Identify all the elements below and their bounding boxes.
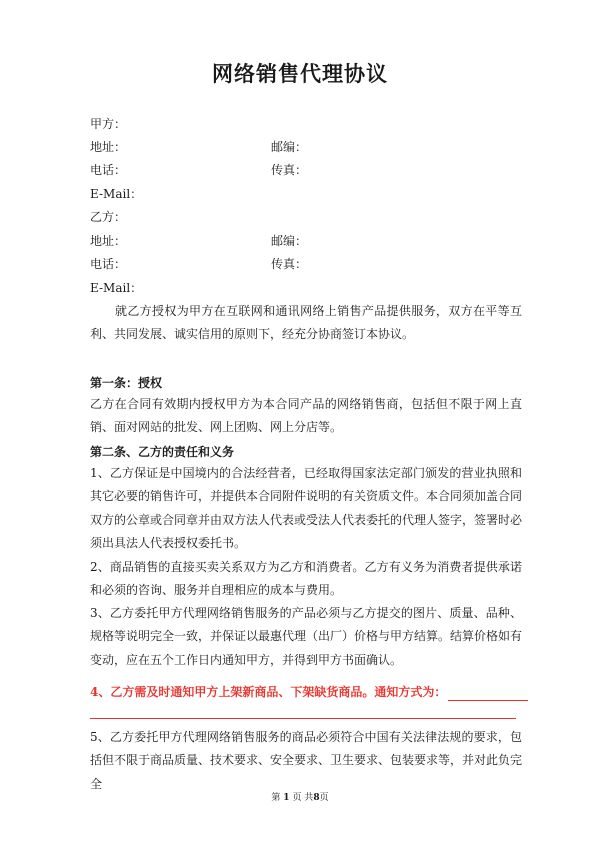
party-a-fax: 传真： xyxy=(271,163,308,177)
footer-prefix: 第 xyxy=(271,793,281,803)
article-1-text: 乙方在合同有效期内授权甲方为本合同产品的网络销售商，包括但不限于网上直销、面对网站的批发、网上团购、网上分店等。 xyxy=(90,397,522,435)
party-b-label: 乙方： xyxy=(90,210,127,224)
footer-total-pages: 8 xyxy=(313,793,320,803)
article-1-heading: 第一条：授权 xyxy=(90,376,163,390)
notice-method-blank-line xyxy=(448,700,528,701)
footer-page-number: 1 xyxy=(283,793,290,803)
party-b-postcode: 邮编： xyxy=(271,234,308,248)
party-b-phone: 电话： xyxy=(90,257,127,271)
party-b-address: 地址： xyxy=(90,234,127,248)
article-2-item-1: 1、乙方保证是中国境内的合法经营者，已经取得国家法定部门颁发的营业执照和其它必要的销售许可，并提供本合同附件说明的有关资质文件。本合同须加盖合同双方的公章或合同章并由双方法人代表或受法人代表委托的代理人签字，签署时必须出具法人代表授权委托书。 xyxy=(90,466,523,550)
party-a-phone: 电话： xyxy=(90,163,127,177)
article-2-item-3: 3、乙方委托甲方代理网络销售服务的产品必须与乙方提交的图片、质量、品种、规格等说明完全一致，并保证以最惠代理（出厂）价格与甲方结算。结算价格如有变动，应在五个工作日内通知甲方，并得到甲方书面确认。 xyxy=(90,606,523,667)
footer-suffix: 页 xyxy=(319,793,329,803)
document-title: 网络销售代理协议 xyxy=(212,62,388,86)
party-b-fax: 传真： xyxy=(271,257,308,271)
party-a-postcode: 邮编： xyxy=(271,140,308,154)
party-a-email: E-Mail： xyxy=(90,187,143,201)
footer-mid: 页 共 xyxy=(292,793,314,803)
party-a-address: 地址： xyxy=(90,140,127,154)
article-2-item-5: 5、乙方委托甲方代理网络销售服务的商品必须符合中国有关法律法规的要求，包括但不限于商品质量、技术要求、安全要求、卫生要求、包装要求等，并对此负完全 xyxy=(90,730,523,791)
intro-paragraph: 就乙方授权为甲方在互联网和通讯网络上销售产品提供服务，双方在平等互利、共同发展、诚实信用的原则下，经充分协商签订本协议。 xyxy=(90,304,522,342)
article-2-heading: 第二条、乙方的责任和义务 xyxy=(90,445,235,459)
article-2-item-2: 2、商品销售的直接买卖关系双方为乙方和消费者。乙方有义务为消费者提供承诺和必须的咨询、服务并自理相应的成本与费用。 xyxy=(90,560,522,598)
party-a-label: 甲方： xyxy=(90,117,127,131)
article-2-item-4: 4、乙方需及时通知甲方上架新商品、下架缺货商品。通知方式为： xyxy=(90,685,447,699)
notice-method-continuation-line xyxy=(90,718,516,719)
party-b-email: E-Mail： xyxy=(90,281,143,295)
page-footer xyxy=(0,792,600,804)
